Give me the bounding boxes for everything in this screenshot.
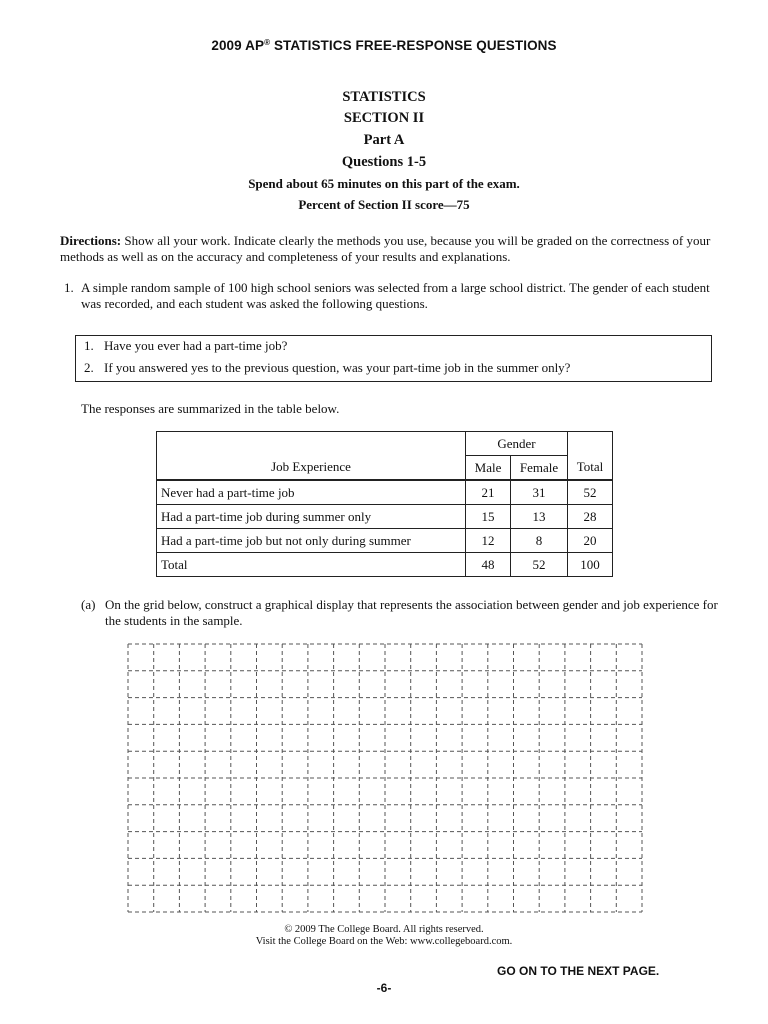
section-time: Spend about 65 minutes on this part of the exam. (248, 176, 520, 191)
cell-total: 28 (568, 505, 613, 529)
cell-male: 12 (466, 529, 511, 553)
cell-female: 8 (511, 529, 568, 553)
table-header-row-1 (157, 432, 613, 456)
cell-female: 13 (511, 505, 568, 529)
cell-total: 52 (568, 480, 613, 505)
cell-male: 21 (466, 480, 511, 505)
go-on-notice: GO ON TO THE NEXT PAGE. (497, 964, 660, 978)
section-subject: STATISTICS (342, 89, 426, 105)
directions-text: Show all your work. Indicate clearly the methods you use, because you will be graded on the correctness of your methods as well as on the accuracy and completeness of your results and explanations. (60, 233, 711, 264)
part-a (81, 597, 721, 629)
page-header (0, 38, 768, 53)
job-experience-table (156, 431, 613, 577)
survey-question-1-text: Have you ever had a part-time job? (104, 338, 288, 353)
section-part: Part A (363, 132, 405, 148)
table-row (157, 529, 613, 553)
question-1-text: A simple random sample of 100 high school seniors was selected from a large school district. The gender of each student was recorded, and each student was asked the following questions. (81, 280, 710, 311)
table-row (157, 505, 613, 529)
row-label: Total (157, 553, 466, 577)
job-experience-header: Job Experience (157, 456, 466, 481)
cell-male: 48 (466, 553, 511, 577)
table-row (157, 480, 613, 505)
survey-question-2-text: If you answered yes to the previous question, was your part-time job in the summer only? (104, 360, 571, 375)
section-number: SECTION II (343, 110, 425, 126)
cell-male: 15 (466, 505, 511, 529)
cell-female: 52 (511, 553, 568, 577)
answer-grid (127, 643, 643, 913)
part-a-label: (a) (81, 597, 96, 612)
table-intro: The responses are summarized in the table below. (81, 401, 340, 416)
header-title-pre: 2009 AP (211, 38, 265, 53)
directions-label: Directions: (60, 233, 122, 248)
cell-total: 20 (568, 529, 613, 553)
row-label: Had a part-time job during summer only (157, 505, 466, 529)
question-1 (60, 280, 720, 312)
gender-header: Gender (466, 432, 568, 456)
table-corner-cell (157, 432, 466, 456)
page-number: -6- (376, 981, 392, 995)
part-a-text: On the grid below, construct a graphical display that represents the association between gender and job experience for the students in the sample. (105, 597, 718, 628)
table-row-total (157, 553, 613, 577)
section-questions: Questions 1-5 (341, 154, 427, 170)
male-header: Male (466, 456, 511, 481)
cell-female: 31 (511, 480, 568, 505)
header-title-post: STATISTICS FREE-RESPONSE QUESTIONS (270, 38, 557, 53)
section-percent: Percent of Section II score—75 (298, 197, 470, 212)
survey-question-1 (84, 338, 287, 354)
directions (60, 233, 720, 265)
row-label: Never had a part-time job (157, 480, 466, 505)
survey-question-2 (84, 360, 570, 376)
female-header: Female (511, 456, 568, 481)
copyright-notice: © 2009 The College Board. All rights reserved. (284, 924, 484, 935)
row-label: Had a part-time job but not only during summer (157, 529, 466, 553)
cell-total: 100 (568, 553, 613, 577)
table-header-row-2 (157, 456, 613, 481)
survey-questions-box (75, 335, 712, 382)
total-header: Total (568, 456, 613, 481)
website-notice: Visit the College Board on the Web: www.collegeboard.com. (255, 936, 513, 947)
question-1-number: 1. (64, 280, 74, 295)
registered-mark: ® (264, 38, 271, 47)
survey-question-1-number: 1. (84, 338, 94, 353)
total-header-blank (568, 432, 613, 456)
survey-question-2-number: 2. (84, 360, 94, 375)
